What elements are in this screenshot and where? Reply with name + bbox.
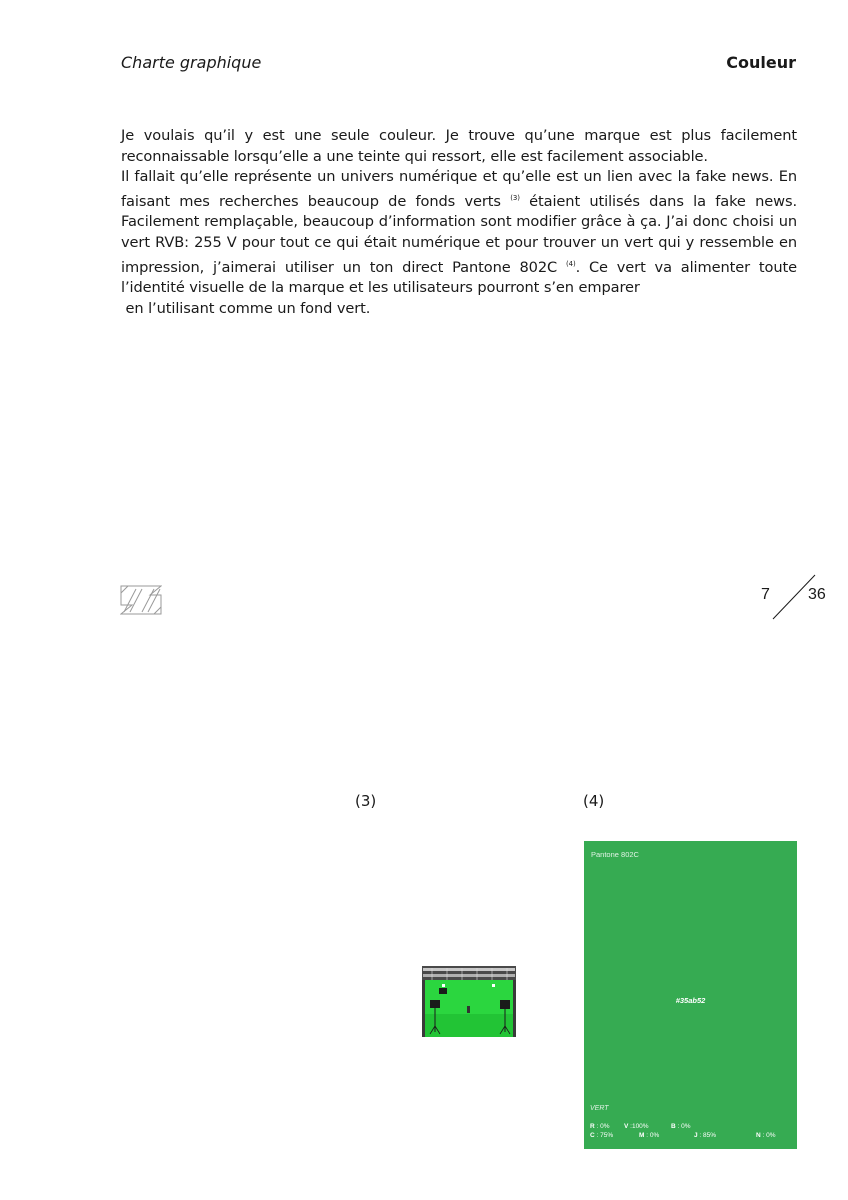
paragraph-1-text: Je voulais qu’il y est une seule couleur. Je trouve qu’une marque est plus facilement reconnaissable lorsqu’elle a une teinte qui ressort, elle est facilement associable. bbox=[121, 127, 797, 165]
paragraph-2-text-c: . Ce vert va alimenter toute l’identité visuelle de la marque et les utilisateurs pourront s’en emparer bbox=[121, 258, 797, 297]
page-number-total: 36 bbox=[808, 586, 826, 603]
footnote-ref-3: (3) bbox=[510, 193, 520, 202]
swatch-c-value: C : 75% bbox=[590, 1132, 614, 1139]
swatch-hex-code: #35ab52 bbox=[675, 996, 706, 1005]
pantone-color-swatch bbox=[584, 841, 797, 1149]
swatch-r-value: R : 0% bbox=[590, 1123, 610, 1130]
body-text bbox=[121, 126, 797, 319]
paragraph-2 bbox=[121, 167, 797, 299]
swatch-j-value: J : 85% bbox=[694, 1132, 717, 1139]
footnote-ref-4: (4) bbox=[565, 259, 576, 268]
paragraph-2-text-a: Il fallait qu’elle représente un univers numérique et qu’elle est un lien avec la fake news. En faisant mes recherches beaucoup de fonds verts bbox=[121, 168, 797, 210]
paragraph-1 bbox=[121, 126, 797, 167]
page-number-current: 7 bbox=[761, 586, 770, 603]
figure-3-label: (3) bbox=[355, 792, 377, 810]
paragraph-3 bbox=[121, 299, 797, 320]
swatch-v-value: V :100% bbox=[624, 1123, 649, 1130]
document-title: Charte graphique bbox=[121, 53, 262, 72]
swatch-n-value: N : 0% bbox=[756, 1132, 776, 1139]
paragraph-3-text: en l’utilisant comme un fond vert. bbox=[121, 299, 371, 317]
paragraph-2-text-b: étaient utilisés dans la fake news. Facilement remplaçable, beaucoup d’information sont modifier grâce à ça. J’ai donc choisi un vert RVB: 255 V pour tout ce qui était numérique et pour trouver un vert qui y ressemble en impression, j’aimerai utiliser un ton direct Pantone 802C bbox=[121, 192, 797, 276]
green-screen-studio-image bbox=[422, 966, 516, 1037]
swatch-m-value: M : 0% bbox=[639, 1132, 660, 1139]
swatch-color-label: VERT bbox=[590, 1105, 609, 1112]
wz-monogram-icon bbox=[120, 585, 162, 615]
swatch-pantone-name: Pantone 802C bbox=[591, 850, 639, 859]
section-title: Couleur bbox=[726, 53, 796, 72]
swatch-b-value: B : 0% bbox=[671, 1123, 691, 1130]
figure-4-label: (4) bbox=[583, 792, 605, 810]
